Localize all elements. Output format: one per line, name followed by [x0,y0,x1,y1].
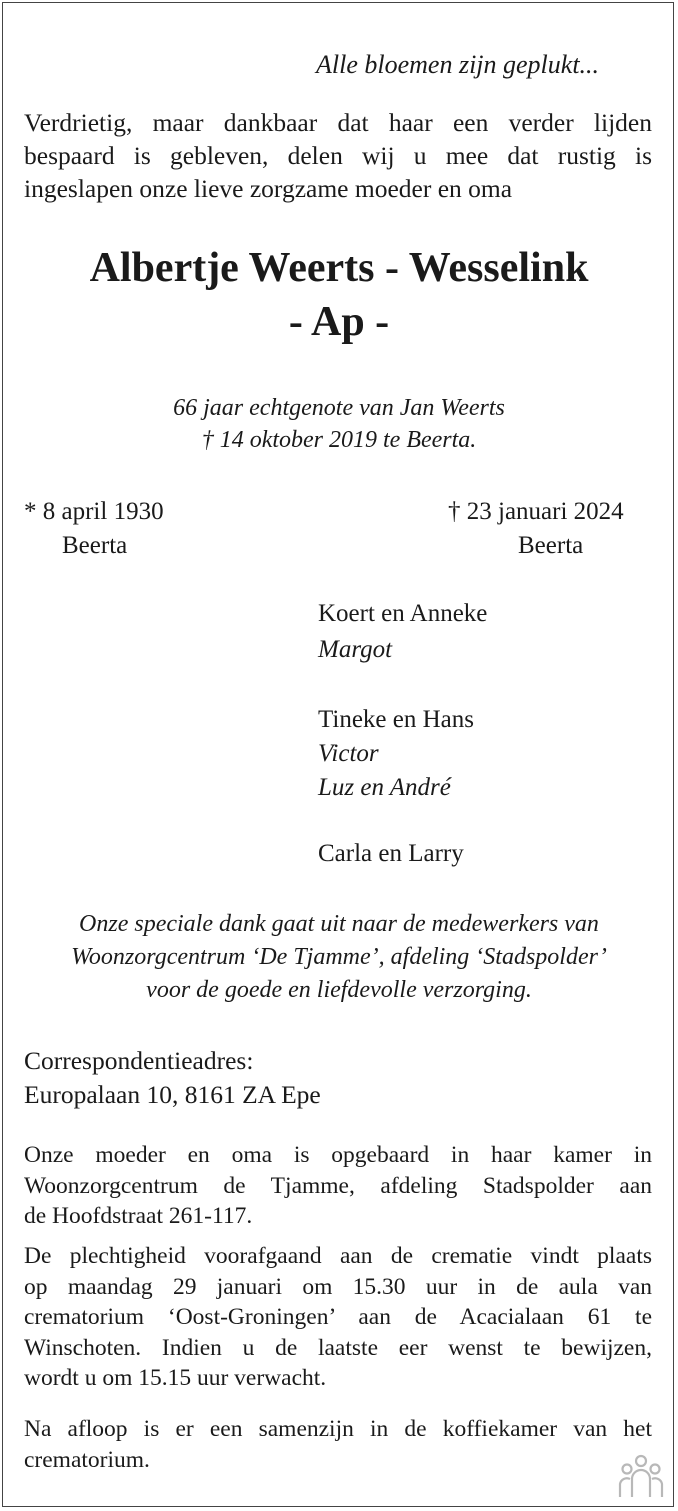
spouse-line: 66 jaar echtgenote van Jan Weerts [173,395,505,421]
correspondence-label: Correspondentieadres: [24,1046,254,1075]
deceased-nickname: - Ap - [288,299,390,345]
paragraph-line: Winschoten. Indien u de laatste eer wenst te bewijzen, [24,1334,652,1361]
thanks-line: Woonzorgcentrum ‘De Tjamme’, afdeling ‘Stadspolder’ [71,944,607,970]
paragraph-line: crematorium ‘Oost-Groningen’ aan de Acacialaan 61 te [24,1304,652,1330]
family-member: Margot [318,636,393,663]
epigraph: Alle bloemen zijn geplukt... [316,50,600,79]
birth-place: Beerta [62,532,128,559]
family-member: Koert en Anneke [318,600,488,627]
death-date: † 23 januari 2024 [448,498,624,525]
intro-line: bespaard is gebleven, delen wij u mee dat rustig is [24,141,652,170]
thanks-line: voor de goede en liefdevolle verzorging. [146,977,532,1003]
family-member: Victor [318,740,379,767]
family-member: Carla en Larry [318,840,464,867]
paragraph-line: De plechtigheid voorafgaand aan de crematie vindt plaats [24,1243,652,1269]
ceremony-paragraph [24,1241,652,1394]
paragraph-line: crematorium. [24,1446,150,1473]
gathering-paragraph [24,1414,652,1475]
spouse-line: † 14 oktober 2019 te Beerta. [201,427,477,453]
thanks-line: Onze speciale dank gaat uit naar de medewerkers van [79,911,599,937]
family-member: Tineke en Hans [318,706,475,733]
intro-text [24,106,652,205]
paragraph-line: Onze moeder en oma is opgebaard in haar kamer in [24,1142,652,1168]
paragraph-line: Woonzorgcentrum de Tjamme, afdeling Stadspolder aan [24,1172,652,1199]
people-group-icon [618,1453,664,1499]
spouse-info [0,392,678,456]
death-place: Beerta [518,532,584,559]
paragraph-line: de Hoofdstraat 261-117. [24,1203,253,1229]
paragraph-line: Na afloop is er een samenzijn in de koffiekamer van het [24,1416,652,1442]
intro-line: Verdrietig, maar dankbaar dat haar een verder lijden [24,108,652,137]
correspondence-value: Europalaan 10, 8161 ZA Epe [24,1080,321,1109]
thanks-note [0,908,678,1007]
intro-line: ingeslapen onze lieve zorgzame moeder en oma [24,174,513,203]
deceased-name: Albertje Weerts - Wesselink [89,245,589,291]
correspondence-address [24,1044,321,1112]
paragraph-line: op maandag 29 januari om 15.30 uur in de aula van [24,1273,652,1300]
family-member: Luz en André [318,774,451,801]
birth-date: * 8 april 1930 [24,498,164,525]
viewing-paragraph [24,1140,652,1232]
paragraph-line: wordt u om 15.15 uur verwacht. [24,1365,327,1391]
